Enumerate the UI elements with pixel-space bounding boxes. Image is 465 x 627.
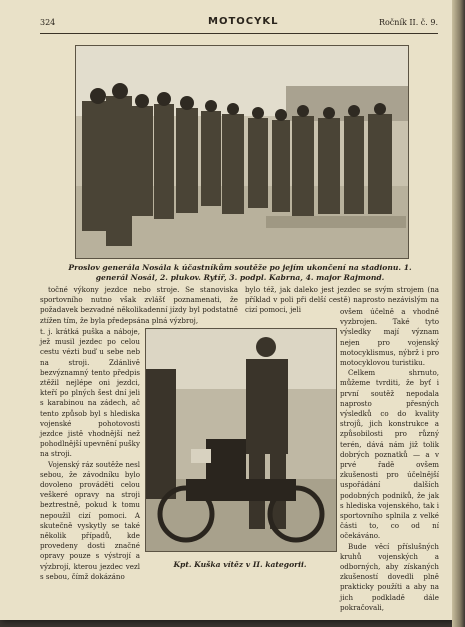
page-header <box>40 16 438 30</box>
header-rule <box>40 33 438 34</box>
text-column-left <box>40 327 140 582</box>
paragraph: Vojenský ráz soutěže nesl sebou, že závodníku bylo dovoleno prováděti celou veškeré opravy na stroji beztrestně, pokud k tomu nepoužil cizí pomoci. A skutečně vyskytly se také několik případů, kde provedeny dosti značné opravy pouze s výstrojí a výzbrojí, kterou jezdec vezl s sebou, čímž dokázáno <box>40 459 140 581</box>
paragraph: Bude věcí příslušných kruhů vojenských a odborných, aby získaných zkušeností dovedli plně prakticky použíti a aby na jich podkladě dále pokračovali, <box>340 541 439 612</box>
text-column-right <box>340 307 439 613</box>
text-column-left-top <box>40 285 238 326</box>
masthead: MOTOCYKL <box>208 16 279 27</box>
paragraph: bylo též, jak daleko jest jezdec se svým strojem (na příklad v poli při delší cestě) naprosto nezávislým na cizí pomoci, jeli <box>245 285 439 315</box>
paragraph: t. j. krátká puška a náboje, jež musil jezdec po celou cestu vézti buď u sebe neb na stroji. Zdánlivě bezvýznamný tento předpis ztěžil nejlépe oni jezdci, kteří po plných šest dní jeli s karabinou na zádech, ač tento způsob byl s hlediska vojenské pohotovosti jezdce jistě vhodnější než pohodlnější upevnění pušky na stroji. <box>40 327 140 459</box>
photo1-caption: Proslov generála Nosála k účastníkům soutěže po jejím ukončení na stadionu. 1. generál Nosál, 2. plukov. Rytíř, 3. podpl. Kabrna, 4. major Rajmond. <box>68 263 412 282</box>
paragraph: ovšem účelně a vhodně vyzbrojen. Také tyto výsledky mají význam nejen pro vojenský motocyklismus, nýbrž i pro motocyklovou turistiku. <box>340 307 439 368</box>
paragraph: točné výkony jezdce nebo stroje. Se stanoviska sportovního nutno však zvlášť poznamenati, že požadavek bezvadné několikadenní jízdy byl podstatně ztížen tím, že byla předepsána plná výzbroj, <box>40 285 238 325</box>
page-edge <box>452 0 465 627</box>
page-number: 324 <box>40 18 56 27</box>
paragraph: Celkem shrnuto, můžeme tvrditi, že byť i první soutěž nepodala naprosto přesných výsledků co do kvality strojů, jich konstrukce a způsobilosti pro různý terén, dává nám již tolik dobrých poznatků — a v prvé řadě ovšem zkušenosti pro účelnější uspořádání dalších podobných podniků, že jak s hlediska vojenského, tak i sportovního splnila z velké části to, co od ní očekáváno. <box>340 368 439 541</box>
photo2-caption: Kpt. Kuška vítěz v II. kategorii. <box>173 560 307 569</box>
photo-captain-motorcycle <box>145 328 337 552</box>
photo-generals-speech <box>75 45 409 259</box>
volume-issue: Ročník II. č. 9. <box>378 18 438 27</box>
